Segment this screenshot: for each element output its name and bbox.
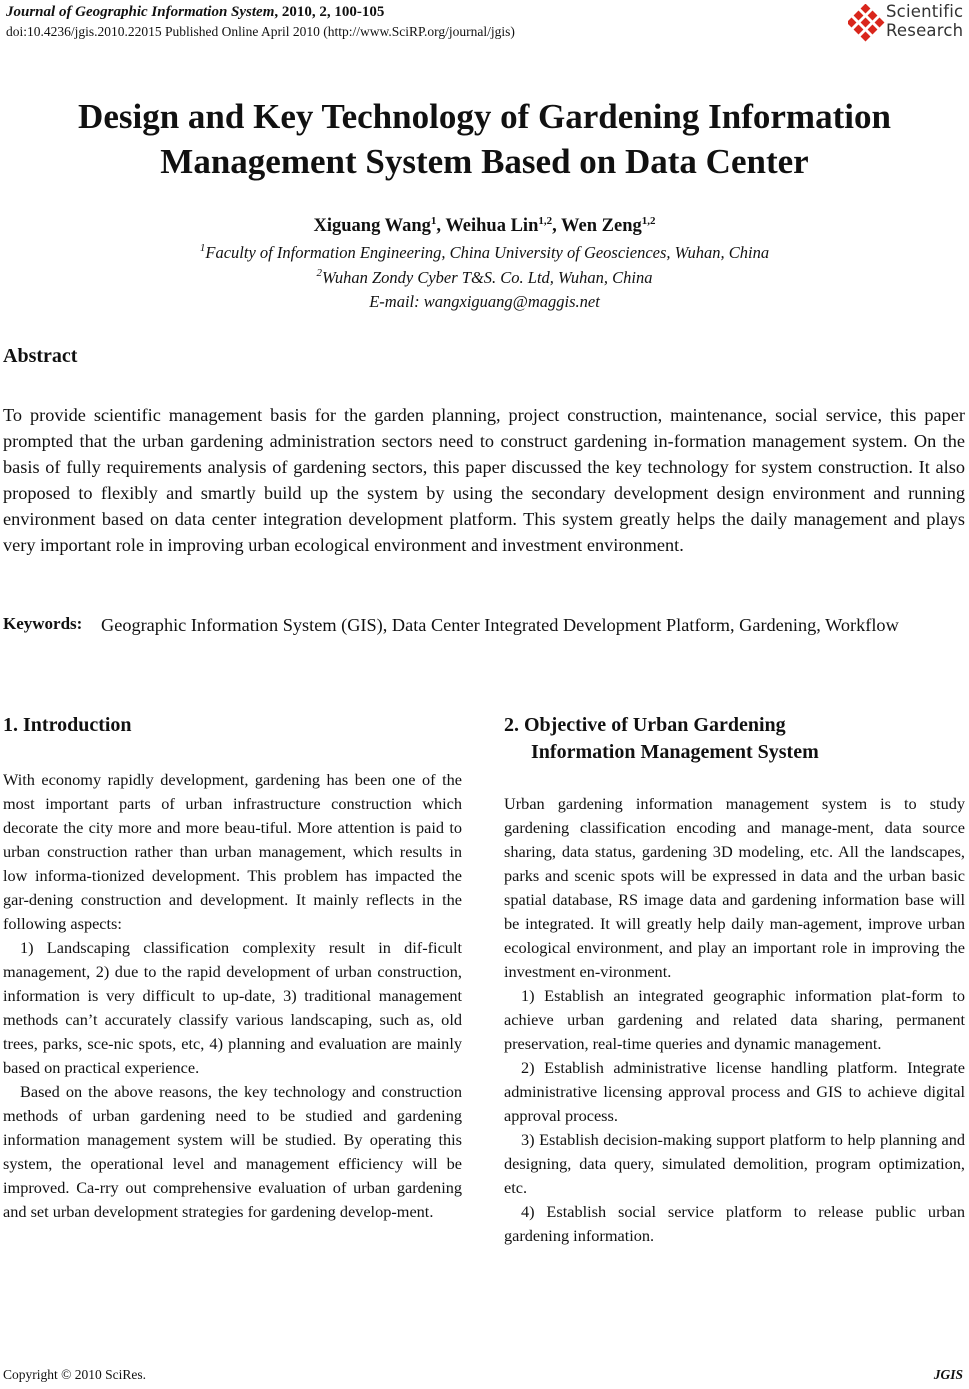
author-affiliation-mark: 1,2	[641, 215, 656, 227]
list-item: 3) Establish decision-making support platform to help planning and designing, data query, simulated demolition, program optimization, etc.	[504, 1130, 965, 1197]
author-list: Xiguang Wang$^1$, Weihua Lin$^{1,2}$, Wen Zeng$^{1,2}$	[313, 215, 656, 236]
email-label: E-mail	[369, 292, 415, 311]
journal-volume: , 2010, 2, 100-105	[274, 4, 385, 20]
affiliation-mark: 1	[199, 242, 206, 254]
paragraph: 1) Landscaping classification complexity result in dif-ficult management, 2) due to the rapid development of urban construction, information is very difficult to up-date, 3) traditional management methods can’t accurately classify various landscaping, such as, old trees, parks, sce-nic spots, etc, 4) planning and evaluation are mainly based on practical experience.	[3, 938, 462, 1077]
list-item: 1) Establish an integrated geographic information plat-form to achieve urban gardening and related data sharing, permanent preservation, real-time queries and dynamic management.	[504, 986, 965, 1053]
keywords-label: Keywords:	[3, 614, 83, 633]
paper-title	[0, 94, 969, 184]
journal-header	[6, 4, 384, 21]
journal-name: Journal of Geographic Information System	[6, 4, 275, 20]
section-1-body	[3, 768, 462, 1224]
copyright-footer: Copyright © 2010 SciRes.	[3, 1367, 147, 1382]
logo-text-research: Research	[886, 21, 964, 40]
author-affiliation-mark: 1	[430, 215, 437, 227]
author-name: Weihua Lin	[445, 216, 539, 236]
list-item: 2) Establish administrative license handling platform. Integrate administrative licensing approval process and GIS to achieve digital approval process.	[504, 1058, 965, 1125]
journal-abbreviation: JGIS	[933, 1367, 963, 1382]
email-line	[0, 292, 969, 312]
paragraph: Based on the above reasons, the key technology and construction methods of urban gardening need to be studied and gardening information management system will be studied. By operating this system, the operational level and management efficiency will be improved. Ca-rry out comprehensive evaluation of urban gardening and set urban development strategies for gardening develop-ment.	[3, 1082, 462, 1221]
list-item: 4) Establish social service platform to release public urban gardening information.	[504, 1202, 965, 1245]
abstract-heading: Abstract	[3, 345, 78, 367]
author-name: Xiguang Wang	[313, 216, 431, 236]
section-1-heading: 1. Introduction	[3, 714, 132, 736]
affiliation-text: Faculty of Information Engineering, China University of Geosciences, Wuhan, China	[205, 243, 770, 262]
paragraph: With economy rapidly development, gardening has been one of the most important parts of urban infrastructure construction which decorate the city more and more beau-tiful. More attention is paid to urban construction rather than urban management, which results in low informa-tionized development. This problem has impacted the gar-dening construction and development. It mainly reflects in the following aspects:	[3, 770, 462, 933]
section-2-body	[504, 792, 965, 1248]
author-name: Wen Zeng	[561, 216, 642, 236]
affiliation-1	[0, 243, 969, 263]
affiliation-2	[0, 268, 969, 288]
title-line-1: Design and Key Technology of Gardening Information	[78, 97, 891, 136]
author-affiliation-mark: 1,2	[538, 215, 553, 227]
abstract-text: To provide scientific management basis for the garden planning, project construction, maintenance, social service, this paper prompted that the urban gardening administration sectors need to construct gardening in-formation management system. On the basis of fully requirements analysis of gardening sectors, this paper discussed the key technology for system construction. It also proposed to flexibly and smartly build up the system by using the secondary development design environment and running environment based on data center integration development platform. This system greatly helps the daily management and plays very important role in improving urban ecological environment and investment environment.	[3, 405, 965, 555]
email-address: : wangxiguang@maggis.net	[414, 292, 600, 311]
title-line-2: Management System Based on Data Center	[160, 142, 809, 181]
section-2-heading-line-1: 2. Objective of Urban Gardening	[504, 714, 786, 736]
doi-line: doi:10.4236/jgis.2010.22015 Published Online April 2010 (http://www.SciRP.org/journal/jgis)	[6, 24, 515, 39]
logo-text-scientific: Scientific	[886, 2, 964, 21]
affiliation-mark: 2	[316, 267, 322, 279]
keywords-text: Geographic Information System (GIS), Data Center Integrated Development Platform, Gardening, Workflow	[101, 615, 899, 635]
publisher-logo-icon	[848, 4, 886, 42]
paragraph: Urban gardening information management system is to study gardening classification encoding and manage-ment, data source sharing, data status, gardening 3D modeling, etc. All the landscapes, parks and scenic spots will be expressed in data and the urban basic spatial database, RS image data and gardening information base will be integrated. It will greatly help daily man-agement, improve urban ecological environment, and play an important role in improving the investment en-vironment.	[504, 794, 965, 981]
scientific-research-logo	[848, 2, 968, 42]
section-2-heading-line-2: Information Management System	[531, 741, 819, 763]
affiliation-text: Wuhan Zondy Cyber T&S. Co. Ltd, Wuhan, China	[322, 268, 653, 287]
